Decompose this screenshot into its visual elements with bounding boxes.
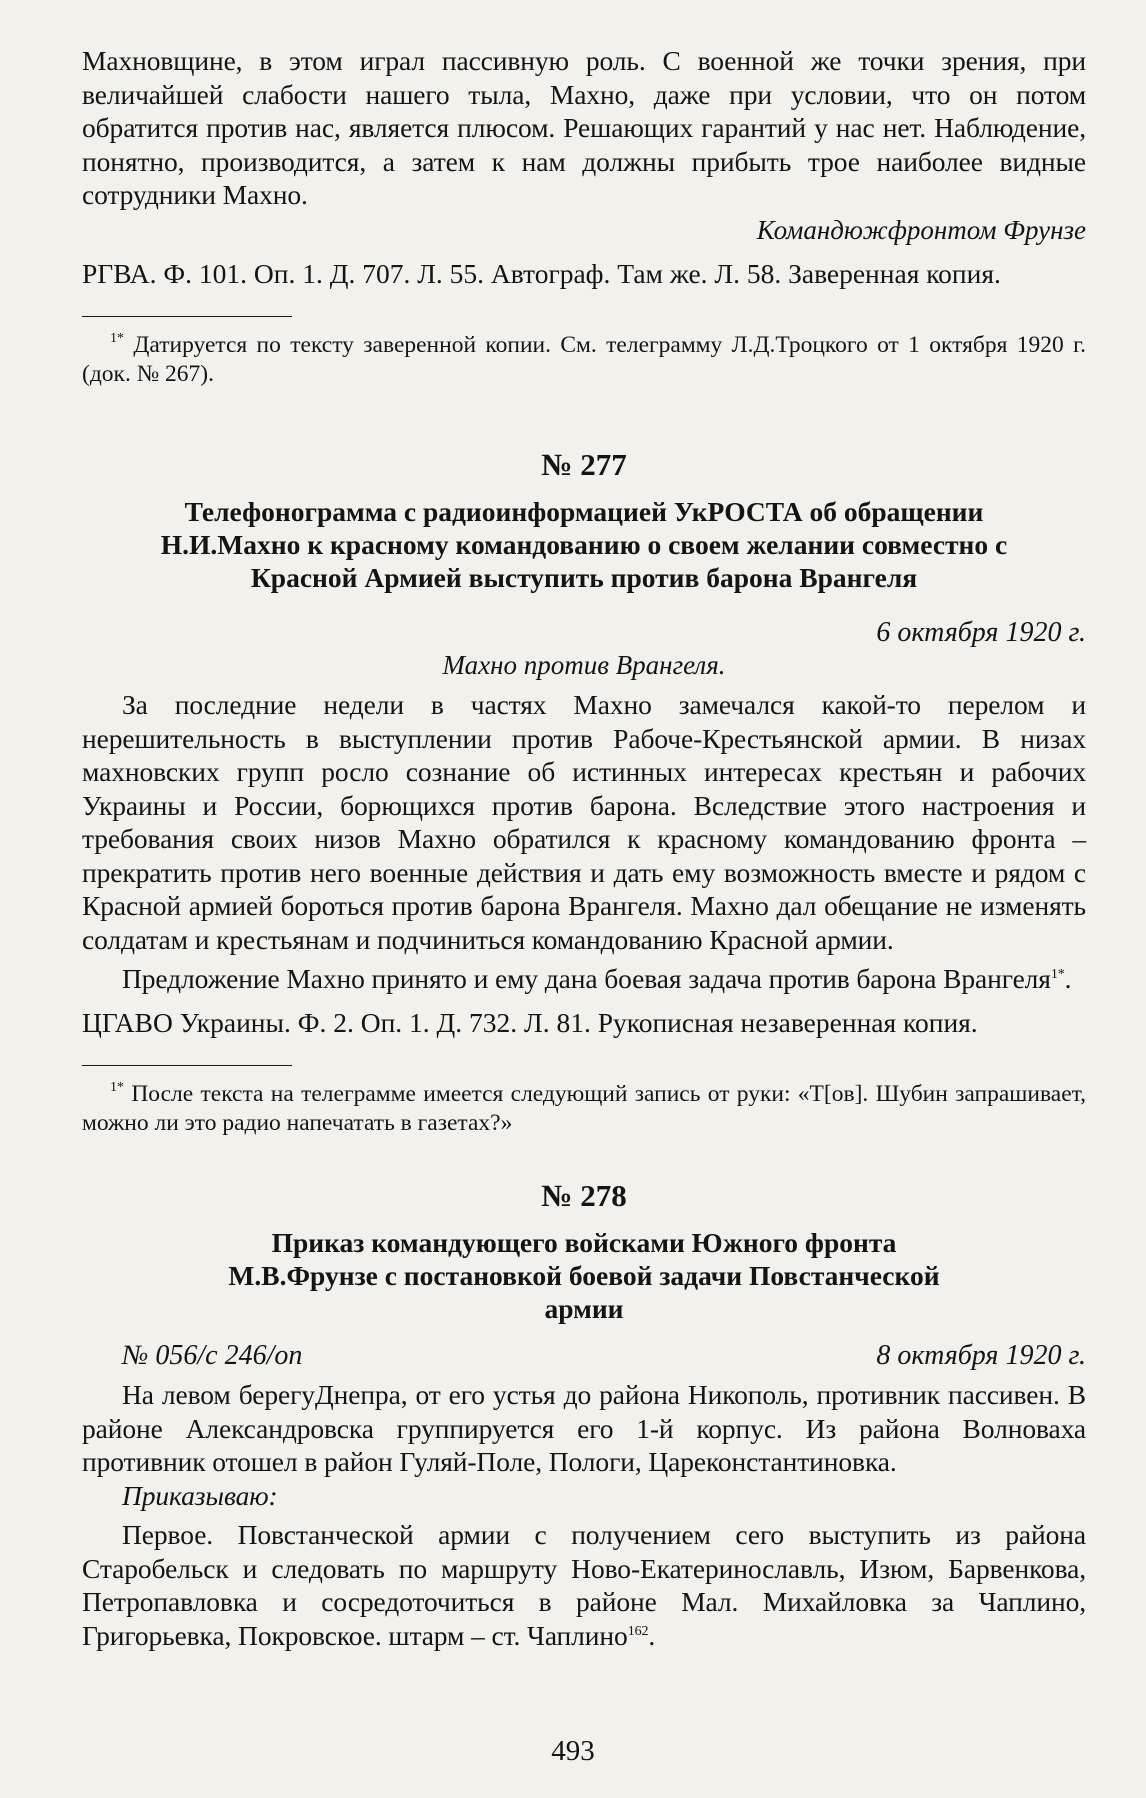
paragraph-text: Первое. Повстанческой армии с получением сего выступить из района Старобельск и следовать по маршруту Ново-Екатеринославль, Изюм, Барвенкова, Петропавловка и сосредоточиться в районе Мал. Михайловка за Чаплино, Григорьевка, Покровское. штарм – ст. Чаплино: [82, 1519, 1086, 1651]
paragraph-text: Предложение Махно принято и ему дана боевая задача против барона Врангеля: [122, 963, 1051, 994]
order-word: Приказываю:: [122, 1479, 278, 1511]
document-heading: Махно против Врангеля.: [442, 650, 726, 680]
footnote: [82, 1080, 1086, 1138]
signature: Командюжфронтом Фрунзе: [756, 214, 1086, 245]
document-title: Приказ командующего войсками Южного фронта М.В.Фрунзе с постановкой боевой задачи Повстанческой армии: [228, 1227, 940, 1324]
continuation-paragraph: Махновщине, в этом играл пассивную роль. С военной же точки зрения, при величайшей слабости нашего тыла, Махно, даже при условии, что он потом обратится против нас, является плюсом. Решающих гарантий у нас нет. Наблюдение, понятно, производится, а затем к нам должны прибыть трое наиболее видные сотрудники Махно.: [82, 45, 1086, 210]
footnote: [82, 331, 1086, 389]
document-paragraph: На левом берегуДнепра, от его устья до района Никополь, противник пассивен. В районе Александровска группируется его 1-й корпус. Из района Волноваха противник отошел в район Гуляй-Поле, Пологи, Цареконстантиновка.: [82, 1379, 1086, 1477]
document-paragraph: [82, 1518, 1086, 1652]
archive-source: РГВА. Ф. 101. Оп. 1. Д. 707. Л. 55. Автограф. Там же. Л. 58. Заверенная копия.: [82, 257, 1001, 289]
footnote-mark: 1*: [110, 331, 124, 346]
footnote-text: Датируется по тексту заверенной копии. См. телеграмму Л.Д.Троцкого от 1 октября 1920 г. (док. № 267).: [82, 332, 1087, 387]
document-number: № 278: [541, 1178, 627, 1213]
document-meta: [82, 1339, 1086, 1372]
document-date: 6 октября 1920 г.: [876, 617, 1086, 648]
document-title: Телефонограмма с радиоинформацией УкРОСТА об обращении Н.И.Махно к красному командованию о своем желании совместно с Красной Армией выступить против барона Врангеля: [160, 496, 1008, 593]
footnote-divider: [82, 1065, 292, 1066]
document-paragraph: За последние недели в частях Махно замечался какой-то перелом и нерешительность в выступлении против Рабоче-Крестьянской армии. В низах махновских групп росло сознание об истинных интересах крестьян и рабочих Украины и России, борющихся против барона. Вследствие этого настроения и требования своих низов Махно обратился к красному командованию фронта – прекратить против него военные действия и дать ему возможность вместе и рядом с Красной армией бороться против барона Врангеля. Махно дал обещание не изменять солдатам и крестьянам и подчиниться командованию Красной армии.: [82, 689, 1086, 955]
footnote-mark: 1*: [1050, 967, 1065, 982]
page-number: 493: [551, 1735, 595, 1767]
archive-source: ЦГАВО Украины. Ф. 2. Оп. 1. Д. 732. Л. 81. Рукописная незаверенная копия.: [82, 1006, 978, 1038]
document-number: № 277: [541, 447, 627, 482]
paragraph-end: .: [1064, 963, 1072, 994]
footnote-mark: 1*: [110, 1080, 124, 1095]
footnote-mark: 162: [627, 1623, 649, 1639]
document-paragraph: [82, 962, 1086, 996]
document-reference: № 056/с 246/оп: [122, 1340, 303, 1371]
footnote-text: После текста на телеграмме имеется следующий запись от руки: «Т[ов]. Шубин запрашивает, можно ли это радио напечатать в газетах?»: [82, 1081, 1087, 1136]
paragraph-end: .: [648, 1619, 656, 1651]
document-date: 8 октября 1920 г.: [876, 1340, 1086, 1371]
footnote-divider: [82, 316, 292, 317]
